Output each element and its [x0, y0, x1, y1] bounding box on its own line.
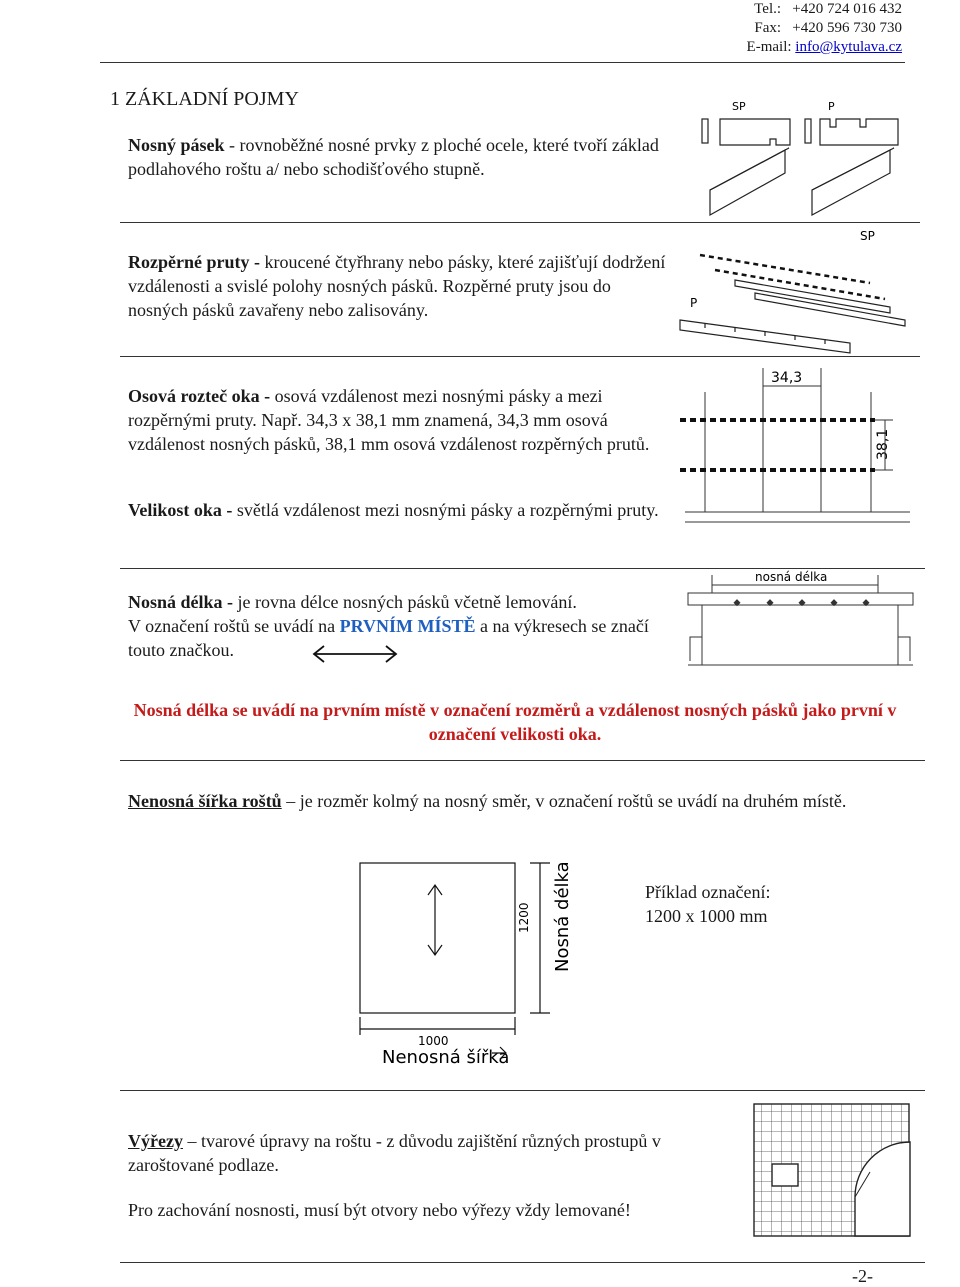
velikost-oka-definition: Velikost oka - světlá vzdálenost mezi nosnými pásky a rozpěrnými pruty.	[128, 500, 659, 520]
nosny-pasek-definition: Nosný pásek - rovnoběžné nosné prvky z ploché ocele, které tvoří základ podlahového roštu a/ nebo schodišťového stupně.	[128, 135, 659, 179]
term-osova-roztec: Osová rozteč oka -	[128, 386, 275, 406]
term-rozperne-pruty: Rozpěrné pruty -	[128, 252, 265, 272]
fig-label-sp: SP	[732, 100, 746, 113]
divider	[120, 1090, 925, 1091]
vyrezy-figure	[752, 1102, 912, 1238]
section-heading: 1 ZÁKLADNÍ POJMY	[110, 88, 299, 110]
emph-prvnim-miste: PRVNÍM MÍSTĚ	[339, 616, 476, 636]
contact-block	[747, 0, 902, 57]
contact-fax: Fax: +420 596 730 730	[754, 20, 902, 36]
example-dimension-drawing	[350, 855, 590, 1070]
vyrezy-definition: Výřezy – tvarové úpravy na roštu - z důvodu zajištění různých prostupů v zaroštované podlaze.	[128, 1131, 661, 1175]
contact-email: E-mail: info@kytulava.cz	[746, 39, 902, 55]
fig-label-sp: SP	[860, 229, 875, 243]
dim-1200: 1200	[517, 902, 531, 933]
divider	[120, 1262, 925, 1263]
nosna-delka-vertical-label: Nosná délka	[552, 861, 573, 972]
rozperne-pruty-definition: Rozpěrné pruty - kroucené čtyřhrany nebo pásky, které zajišťují dodržení vzdálenosti a svislé polohy nosných pásků. Rozpěrné pruty jsou do nosných pásků zavařeny nebo zalisovány.	[128, 252, 666, 320]
term-nosna-delka: Nosná délka -	[128, 592, 238, 612]
term-nosny-pasek: Nosný pásek	[128, 135, 225, 155]
priklad-oznaceni	[645, 880, 770, 928]
dim-label-vertical: 38,1	[875, 428, 891, 460]
double-arrow-icon	[310, 642, 400, 666]
notice-text: Nosná délka se uvádí na prvním místě v označení rozměrů a vzdálenost nosných pásků jako první v označení velikosti oka.	[133, 700, 897, 744]
contact-tel: Tel.: +420 724 016 432	[754, 1, 902, 17]
nosna-delka-figure	[680, 565, 925, 670]
divider	[120, 356, 920, 357]
rozperne-pruty-figure	[675, 225, 920, 355]
priklad-value: 1200 x 1000 mm	[645, 906, 768, 926]
divider	[100, 62, 905, 63]
horizontal-arrow-icon	[490, 1038, 510, 1068]
fig-label-nosna-delka: nosná délka	[755, 570, 828, 584]
nosna-delka-definition: Nosná délka - je rovna délce nosných pásků včetně lemování. V označení roštů se uvádí na PRVNÍM MÍSTĚ a na výkresech se značí touto značkou.	[128, 592, 649, 660]
osova-roztec-definition: Osová rozteč oka - osová vzdálenost mezi nosnými pásky a mezi rozpěrnými pruty. Např. 34,3 x 38,1 mm znamená, 34,3 mm osová vzdálenost nosných pásků, 38,1 mm osová vzdálenost rozpěrných prutů.	[128, 386, 650, 454]
divider	[120, 760, 925, 761]
dim-1000: 1000	[418, 1034, 449, 1048]
nenosna-sirka-label: Nenosná šířka	[382, 1047, 510, 1068]
osova-roztec-figure	[675, 362, 925, 532]
dim-label-horizontal: 34,3	[771, 370, 803, 386]
term-velikost-oka: Velikost oka -	[128, 500, 237, 520]
nosny-pasek-figure	[690, 95, 920, 225]
priklad-title: Příklad označení:	[645, 882, 771, 902]
fig-label-p: P	[690, 296, 698, 310]
term-vyrezy: Výřezy	[128, 1131, 183, 1151]
term-nenosna-sirka: Nenosná šířka roštů	[128, 791, 282, 811]
email-link[interactable]: info@kytulava.cz	[795, 39, 902, 55]
pro-zachovani-text: Pro zachování nosnosti, musí být otvory nebo výřezy vždy lemované!	[128, 1200, 631, 1220]
divider	[120, 222, 920, 223]
nenosna-sirka-definition: Nenosná šířka roštů – je rozměr kolmý na nosný směr, v označení roštů se uvádí na druhém místě.	[128, 791, 847, 811]
page-number: -2-	[852, 1266, 873, 1286]
fig-label-p: P	[828, 100, 835, 113]
